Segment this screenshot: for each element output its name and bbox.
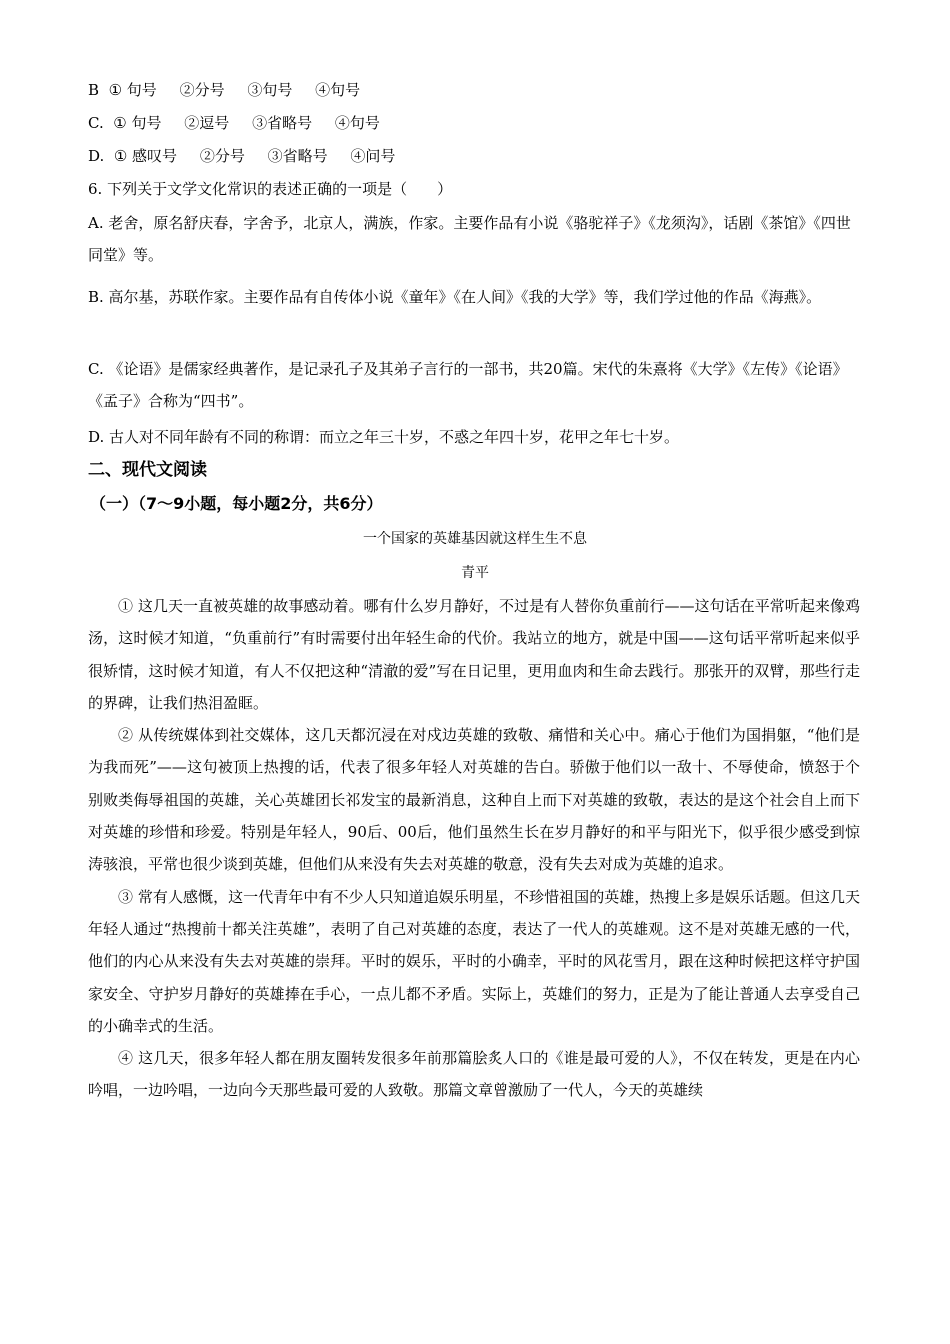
- option-item: ③省略号: [252, 114, 313, 132]
- article-paragraph-4: ④ 这几天，很多年轻人都在朋友圈转发很多年前那篇脍炙人口的《谁是最可爱的人》，不仅在转发，更是在内心吟唱，一边吟唱，一边向今天那些最可爱的人致敬。那篇文章曾激励了一代人，今天的英雄续: [88, 1049, 860, 1100]
- option-item: ① 句号: [113, 114, 162, 132]
- option-item: ④句号: [315, 81, 361, 99]
- question-6-stem: 6. 下列关于文学文化常识的表述正确的一项是（ ）: [88, 180, 453, 198]
- option-d-line: [88, 146, 413, 166]
- article-paragraph-1: ① 这几天一直被英雄的故事感动着。哪有什么岁月静好，不过是有人替你负重前行——这句话在平常听起来像鸡汤，这时候才知道，“负重前行”有时需要付出年轻生命的代价。我站立的地方，就是中国——这句话平常听起来似乎很矫情，这时候才知道，有人不仅把这种“清澈的爱”写在日记里，更用血肉和生命去践行。那张开的双臂，那些行走的界碑，让我们热泪盈眶。: [88, 597, 860, 712]
- option-label: D.: [88, 147, 105, 165]
- option-b-line: [88, 80, 378, 100]
- option-item: ③句号: [247, 81, 293, 99]
- option-label: C.: [88, 114, 104, 132]
- question-6-option-a: A. 老舍，原名舒庆春，字舍予，北京人，满族，作家。主要作品有小说《骆驼祥子》《龙须沟》，话剧《茶馆》《四世同堂》等。: [88, 214, 851, 265]
- option-item: ②分号: [199, 147, 245, 165]
- question-6-option-c: C. 《论语》是儒家经典著作，是记录孔子及其弟子言行的一部书，共20篇。宋代的朱熹将《大学》《左传》《论语》《孟子》合称为“四书”。: [88, 360, 848, 411]
- article-title: 一个国家的英雄基因就这样生生不息: [363, 531, 587, 547]
- option-item: ① 感叹号: [113, 147, 178, 165]
- article-body: [88, 590, 860, 1107]
- option-label: B: [88, 81, 100, 99]
- article-author: 青平: [461, 565, 489, 581]
- option-item: ③省略号: [267, 147, 328, 165]
- section-heading: 二、现代文阅读: [88, 460, 207, 480]
- option-item: ②逗号: [184, 114, 230, 132]
- option-item: ① 句号: [108, 81, 157, 99]
- question-6-option-b: B. 高尔基，苏联作家。主要作品有自传体小说《童年》《在人间》《我的大学》等，我们学过他的作品《海燕》。: [88, 288, 822, 306]
- option-item: ④问号: [350, 147, 396, 165]
- question-6-option-d: D. 古人对不同年龄有不同的称谓：而立之年三十岁，不惑之年四十岁，花甲之年七十岁。: [88, 428, 680, 446]
- article-paragraph-2: ② 从传统媒体到社交媒体，这几天都沉浸在对戍边英雄的致敬、痛惜和关心中。痛心于他们为国捐躯，“他们是为我而死”——这句被顶上热搜的话，代表了很多年轻人对英雄的告白。骄傲于他们以一敌十、不辱使命，愤怒于个别败类侮辱祖国的英雄，关心英雄团长祁发宝的最新消息，这种自上而下对英雄的致敬，表达的是这个社会自上而下对英雄的珍惜和珍爱。特别是年轻人，90后、00后，他们虽然生长在岁月静好的和平与阳光下，似乎很少感受到惊涛骇浪，平常也很少谈到英雄，但他们从来没有失去对英雄的敬意，没有失去对成为英雄的追求。: [88, 726, 860, 874]
- option-item: ②分号: [179, 81, 225, 99]
- option-c-line: [88, 113, 398, 133]
- section-subheading: （一）（7～9小题，每小题2分，共6分）: [90, 494, 383, 513]
- article-paragraph-3: ③ 常有人感慨，这一代青年中有不少人只知道追娱乐明星，不珍惜祖国的英雄，热搜上多是娱乐话题。但这几天年轻人通过“热搜前十都关注英雄”，表明了自己对英雄的态度，表达了一代人的英雄观。这不是对英雄无感的一代，他们的内心从来没有失去对英雄的崇拜。平时的娱乐，平时的小确幸，平时的风花雪月，跟在这种时候把这样守护国家安全、守护岁月静好的英雄捧在手心，一点儿都不矛盾。实际上，英雄们的努力，正是为了能让普通人去享受自己的小确幸式的生活。: [88, 887, 860, 1035]
- option-item: ④句号: [334, 114, 380, 132]
